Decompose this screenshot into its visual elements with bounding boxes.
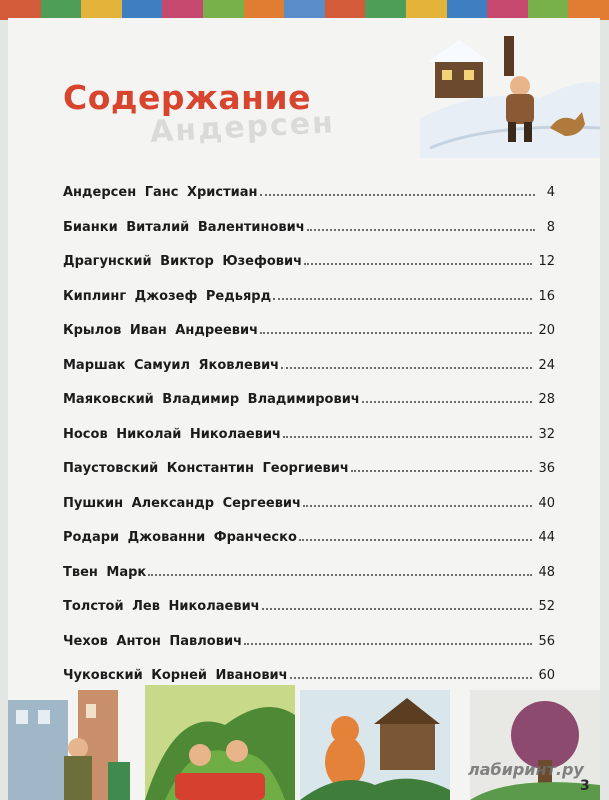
toc-page-number: 20 [538,323,555,338]
toc-entry[interactable] [63,249,555,269]
toc-page-number: 36 [538,461,555,476]
toc-author-name: Киплинг Джозеф Редьярд [63,288,272,304]
page-number: 3 [580,778,590,794]
toc-dot-leader [273,298,532,300]
toc-author-name: Крылов Иван Андреевич [63,323,259,338]
background-show-through-text: Андерсен [149,105,336,150]
stripe-segment [284,0,325,20]
toc-entry[interactable] [63,663,555,683]
toc-author-name: Толстой Лев Николаевич [63,599,260,614]
toc-dot-leader [148,574,532,576]
stripe-segment [203,0,244,20]
toc-author-name: Носов Николай Николаевич [63,426,281,442]
toc-page-number: 8 [546,219,555,235]
toc-entry[interactable] [63,180,555,200]
toc-author-name: Родари Джованни Франческо [63,530,297,545]
garden-illustration [145,685,295,800]
page-title: Содержание [63,78,311,117]
stripe-segment [162,0,203,20]
stripe-segment [122,0,163,20]
top-color-stripe [0,0,609,20]
toc-dot-leader [283,436,532,438]
stripe-segment [406,0,447,20]
toc-entry[interactable] [63,353,555,373]
stripe-segment [487,0,528,20]
stripe-segment [41,0,82,20]
toc-entry[interactable] [63,318,555,338]
toc-page-number: 60 [538,668,555,683]
toc-author-name: Андерсен Ганс Христиан [63,185,258,200]
toc-author-name: Маяковский Владимир Владимирович [63,392,360,407]
toc-page-number: 28 [538,392,555,407]
toc-entry[interactable] [63,422,555,442]
watermark: лабиринт.ру [468,760,584,779]
toc-dot-leader [244,643,532,645]
stripe-segment [244,0,285,20]
toc-page-number: 48 [538,564,555,580]
toc-page-number: 56 [538,633,555,649]
toc-page-number: 16 [538,288,555,304]
toc-entry[interactable] [63,594,555,614]
toc-entry[interactable] [63,560,555,580]
toc-dot-leader [362,401,533,403]
toc-author-name: Чуковский Корней Иванович [63,668,288,683]
toc-dot-leader [260,332,532,334]
toc-page-number: 40 [538,495,555,511]
toc-dot-leader [260,194,535,196]
toc-page-number: 4 [546,185,555,200]
stripe-segment [325,0,366,20]
toc-entry[interactable] [63,629,555,649]
toc-page-number: 32 [538,426,555,442]
toc-page-number: 24 [538,357,555,373]
stripe-segment [528,0,569,20]
toc-page-number: 12 [538,254,555,269]
toc-entry[interactable] [63,387,555,407]
toc-author-name: Бианки Виталий Валентинович [63,219,305,235]
toc-dot-leader [290,677,533,679]
winter-illustration [420,28,600,158]
toc-page-number: 44 [538,530,555,545]
stripe-segment [447,0,488,20]
stripe-segment [0,0,41,20]
toc-author-name: Маршак Самуил Яковлевич [63,357,280,373]
toc-dot-leader [262,608,533,610]
toc-entry[interactable] [63,525,555,545]
stripe-segment [365,0,406,20]
toc-author-name: Драгунский Виктор Юзефович [63,254,303,269]
toc-dot-leader [304,263,532,265]
toc-dot-leader [307,229,535,231]
toc-entry[interactable] [63,284,555,304]
stripe-segment [81,0,122,20]
toc-entry[interactable] [63,215,555,235]
toc-dot-leader [281,367,532,369]
toc-entry[interactable] [63,491,555,511]
toc-dot-leader [351,470,533,472]
toc-entry[interactable] [63,456,555,476]
cat-village-illustration [300,690,450,800]
toc-author-name: Пушкин Александр Сергеевич [63,495,301,511]
toc-page-number: 52 [538,599,555,614]
toc-dot-leader [303,505,532,507]
street-illustration [8,690,133,800]
toc-author-name: Паустовский Константин Георгиевич [63,461,349,476]
toc-author-name: Чехов Антон Павлович [63,633,242,649]
stripe-segment [568,0,609,20]
toc-author-name: Твен Марк [63,564,147,580]
toc-dot-leader [299,539,533,541]
